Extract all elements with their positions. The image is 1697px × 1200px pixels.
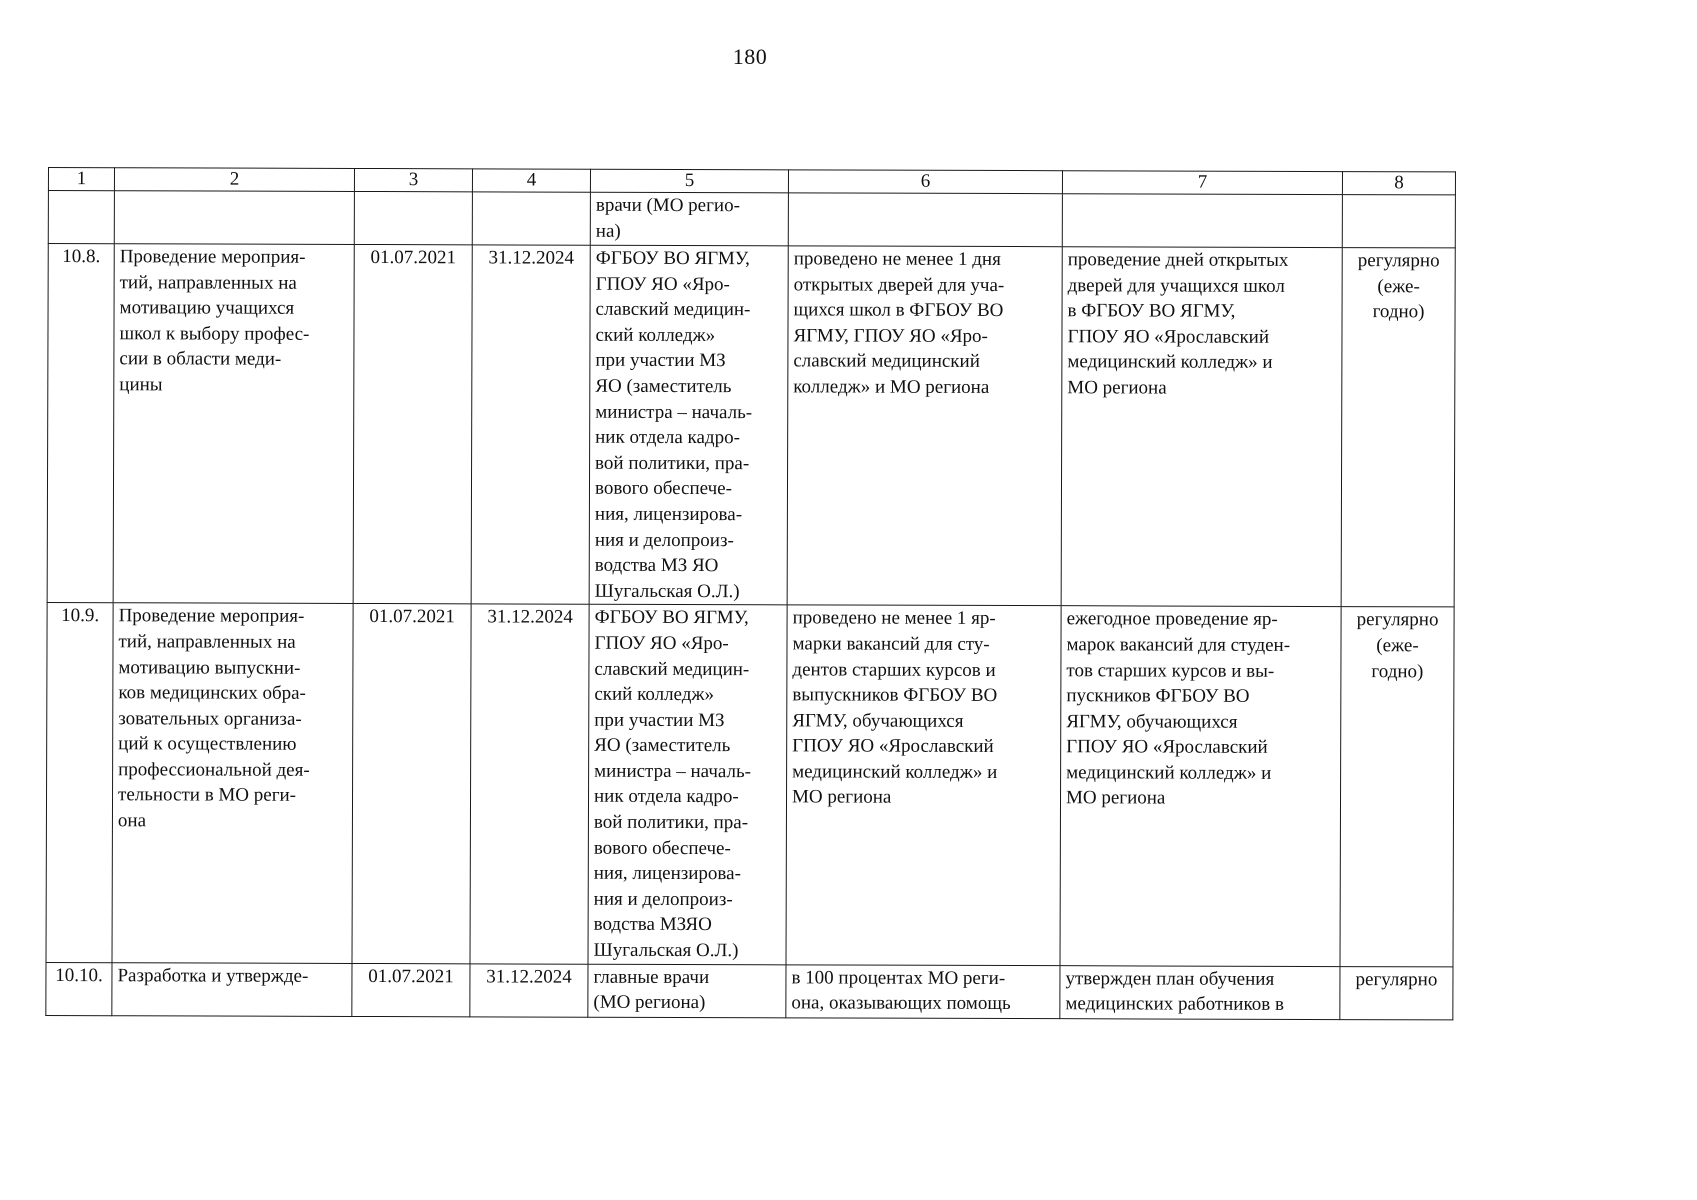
page-number: 180: [732, 44, 768, 69]
responsible-cell: врачи (МО регио- на): [590, 192, 788, 246]
indicator-cell: проведено не менее 1 дня открытых дверей для уча- щихся школ в ФГБОУ ВО ЯГМУ, ГПОУ ЯО «Яро- славский медицинский колледж» и МО региона: [787, 246, 1062, 606]
column-header: 7: [1062, 171, 1342, 195]
frequency-cell: регулярно (еже- годно): [1340, 607, 1454, 967]
activity-cell: Проведение мероприя- тий, направленных на мотивацию учащихся школ к выбору профес- сии в области меди- цины: [113, 244, 354, 604]
end-date-cell: 31.12.2024: [471, 245, 590, 605]
result-cell: утвержден план обучения медицинских работников в: [1060, 965, 1340, 1019]
indicator-cell: проведено не менее 1 яр- марки вакансий для сту- дентов старших курсов и выпускников ФГБОУ ВО ЯГМУ, обучающихся ГПОУ ЯО «Ярославский медицинский колледж» и МО региона: [786, 605, 1061, 965]
row-number-cell: [48, 191, 114, 244]
frequency-cell: регулярно: [1340, 966, 1453, 1019]
row-number-cell: 10.10.: [46, 962, 112, 1015]
start-date-cell: 01.07.2021: [352, 604, 471, 964]
table-row: [47, 244, 1455, 608]
frequency-cell: регулярно (еже- годно): [1341, 248, 1455, 608]
activity-cell: [114, 191, 354, 245]
result-cell: ежегодное проведение яр- марок вакансий для студен- тов старших курсов и вы- пускников ФГБОУ ВО ЯГМУ, обучающихся ГПОУ ЯО «Ярославский медицинский колледж» и МО региона: [1060, 606, 1341, 966]
column-header: 5: [590, 169, 788, 193]
end-date-cell: [472, 192, 590, 245]
table-row: [46, 962, 1453, 1019]
column-header: 6: [788, 170, 1062, 194]
column-header: 2: [114, 168, 354, 192]
column-header: 1: [48, 168, 114, 191]
row-number-cell: 10.9.: [46, 603, 113, 963]
end-date-cell: 31.12.2024: [470, 604, 589, 964]
end-date-cell: 31.12.2024: [470, 963, 588, 1016]
result-cell: проведение дней открытых дверей для учащихся школ в ФГБОУ ВО ЯГМУ, ГПОУ ЯО «Ярославский медицинский колледж» и МО региона: [1061, 247, 1342, 607]
table-row: [48, 191, 1455, 248]
column-header: 4: [472, 169, 590, 192]
result-cell: [1062, 194, 1342, 248]
responsible-cell: ФГБОУ ВО ЯГМУ, ГПОУ ЯО «Яро- славский медицин- ский колледж» при участии МЗ ЯО (заместитель министра – началь- ник отдела кадро- вой политики, пра- вового обеспече- ния, лицензирова- ния и делопроиз- водства МЗ ЯО Шугальская О.Л.): [589, 245, 788, 605]
frequency-cell: [1342, 195, 1455, 248]
activity-cell: Разработка и утвержде-: [112, 962, 352, 1016]
start-date-cell: 01.07.2021: [352, 963, 470, 1016]
column-header: 8: [1342, 172, 1455, 195]
indicator-cell: в 100 процентах МО реги- она, оказывающих помощь: [786, 964, 1060, 1018]
start-date-cell: [354, 191, 472, 244]
activity-cell: Проведение мероприя- тий, направленных на мотивацию выпускни- ков медицинских обра- зовательных организа- ций к осуществлению профессиональной дея- тельности в МО реги- она: [112, 603, 353, 963]
responsible-cell: ФГБОУ ВО ЯГМУ, ГПОУ ЯО «Яро- славский медицин- ский колледж» при участии МЗ ЯО (заместитель министра – началь- ник отдела кадро- вой политики, пра- вового обеспече- ния, лицензирова- ния и делопроиз- водства МЗЯО Шугальская О.Л.): [588, 605, 787, 965]
plan-table: [45, 167, 1456, 1020]
row-number-cell: 10.8.: [47, 244, 114, 604]
column-header: 3: [354, 168, 472, 191]
responsible-cell: главные врачи (МО региона): [588, 964, 786, 1018]
table-row: [46, 603, 1454, 967]
indicator-cell: [788, 193, 1062, 247]
start-date-cell: 01.07.2021: [353, 244, 472, 604]
